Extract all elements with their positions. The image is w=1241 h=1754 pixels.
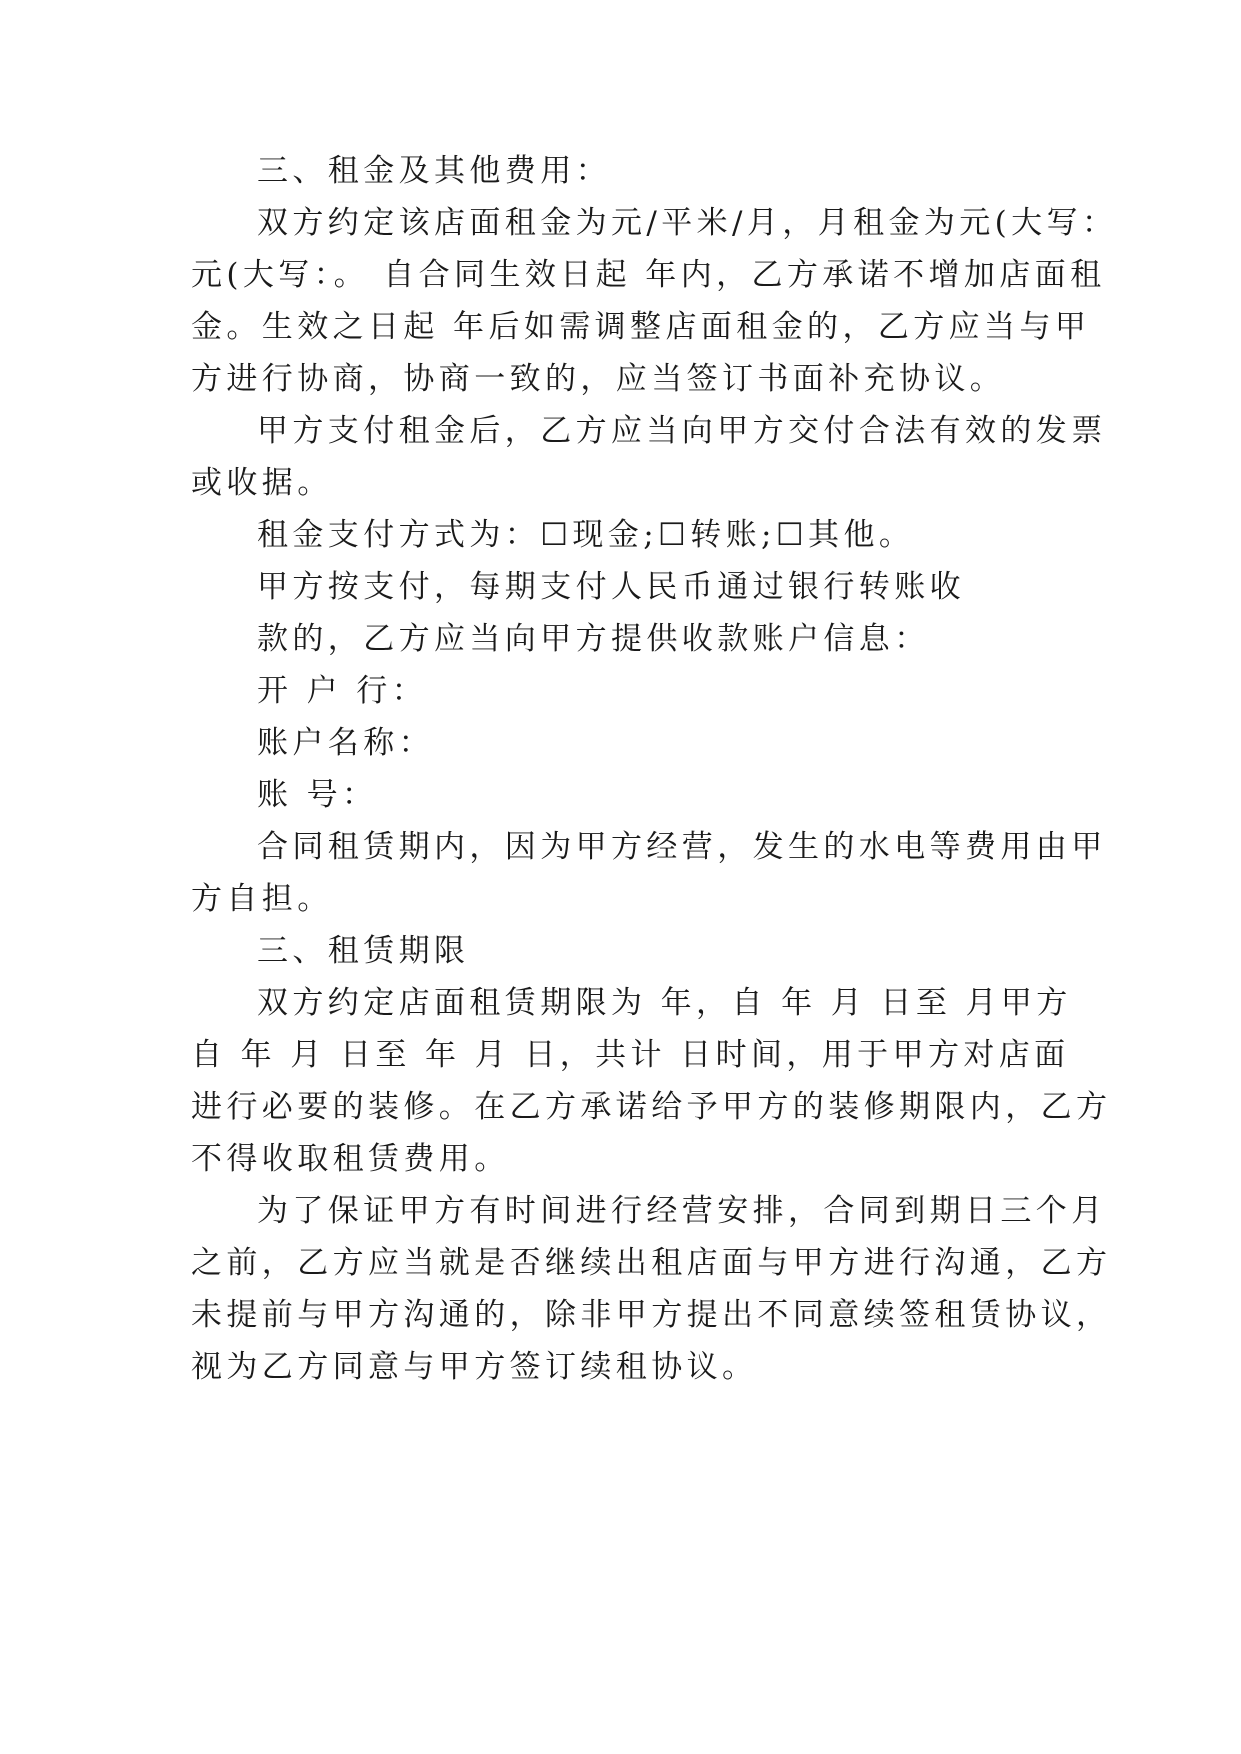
- paragraph-line: 双方约定该店面租金为元/平米/月，月租金为元(大写：: [257, 205, 1118, 241]
- paragraph-line: 进行必要的装修。在乙方承诺给予甲方的装修期限内，乙方: [191, 1089, 1112, 1125]
- paragraph-line: 视为乙方同意与甲方签订续租协议。: [191, 1349, 758, 1385]
- paragraph-line: 金。生效之日起 年后如需调整店面租金的，乙方应当与甲: [191, 309, 1091, 345]
- paragraph-line: 双方约定店面租赁期限为 年，自 年 月 日至 月甲方: [257, 985, 1072, 1021]
- paragraph-line: 未提前与甲方沟通的，除非甲方提出不同意续签租赁协议，: [191, 1297, 1112, 1333]
- payment-method-line: 租金支付方式为：☐现金;☐转账;☐其他。: [257, 517, 915, 553]
- account-name-field: 账户名称：: [257, 725, 434, 761]
- account-number-field: 账 号：: [257, 777, 378, 813]
- paragraph-line: 款的，乙方应当向甲方提供收款账户信息：: [257, 621, 930, 657]
- paragraph-line: 甲方按支付，每期支付人民币通过银行转账收: [257, 569, 965, 605]
- paragraph-line: 合同租赁期内，因为甲方经营，发生的水电等费用由甲: [257, 829, 1107, 865]
- paragraph-line: 不得收取租赁费用。: [191, 1141, 510, 1177]
- section-heading-lease-term: 三、租赁期限: [257, 933, 470, 969]
- paragraph-line: 之前，乙方应当就是否继续出租店面与甲方进行沟通，乙方: [191, 1245, 1112, 1281]
- paragraph-line: 方自担。: [191, 881, 333, 917]
- paragraph-line: 甲方支付租金后，乙方应当向甲方交付合法有效的发票: [257, 413, 1107, 449]
- paragraph-line: 方进行协商，协商一致的，应当签订书面补充协议。: [191, 361, 1006, 397]
- paragraph-line: 元(大写：。 自合同生效日起 年内，乙方承诺不增加店面租: [191, 257, 1106, 293]
- section-heading-rent-fees: 三、租金及其他费用：: [257, 153, 611, 189]
- paragraph-line: 自 年 月 日至 年 月 日，共计 日时间，用于甲方对店面: [191, 1037, 1070, 1073]
- bank-name-field: 开 户 行：: [257, 673, 428, 709]
- paragraph-line: 为了保证甲方有时间进行经营安排，合同到期日三个月: [257, 1193, 1107, 1229]
- paragraph-line: 或收据。: [191, 465, 333, 501]
